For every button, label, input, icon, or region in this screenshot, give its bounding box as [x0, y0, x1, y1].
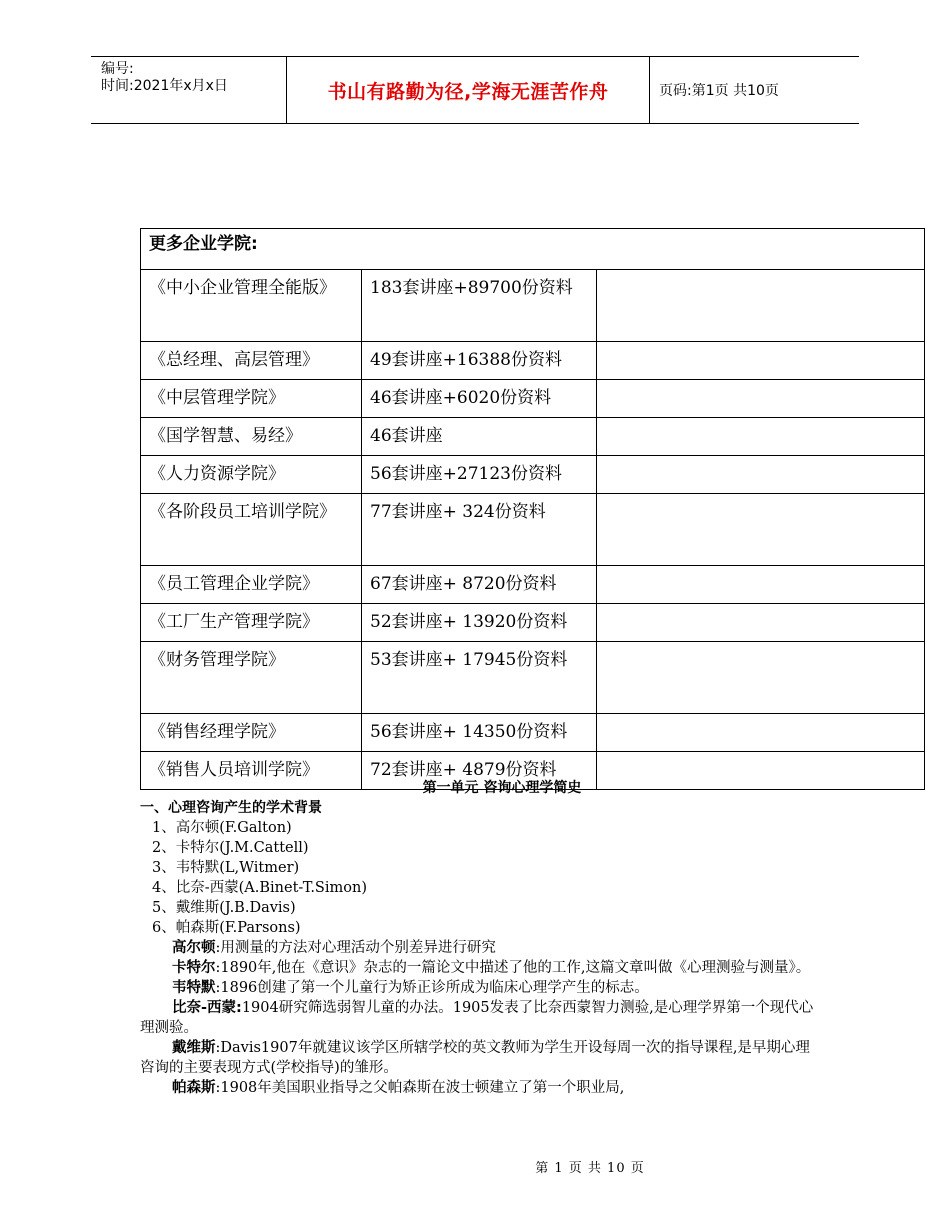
time-label: 时间:2021年x月x日 — [101, 78, 228, 94]
document-body — [140, 778, 820, 1098]
header-divider — [649, 57, 650, 123]
paragraph-text: :用测量的方法对心理活动个别差异进行研究 — [215, 940, 496, 956]
academy-detail: 49套讲座+16388份资料 — [362, 342, 597, 380]
empty-cell — [597, 270, 925, 342]
table-row — [141, 566, 925, 604]
academy-name: 《销售人员培训学院》 — [141, 752, 362, 790]
catalog-title: 更多企业学院: — [141, 229, 925, 270]
academy-catalog-table — [140, 228, 925, 790]
paragraph — [140, 1038, 820, 1078]
paragraph-term: 卡特尔 — [172, 960, 216, 976]
paragraph-text: 1904研究筛选弱智儿童的办法。1905发表了比奈西蒙智力测验,是心理学界第一个现代心理测验。 — [140, 1000, 814, 1036]
empty-cell — [597, 494, 925, 566]
paragraph-term: 戴维斯 — [172, 1040, 216, 1056]
empty-cell — [597, 418, 925, 456]
footer-page-number: 第 1 页 共 10 页 — [535, 1161, 645, 1176]
list-item: 1、高尔顿(F.Galton) — [152, 820, 292, 836]
paragraph — [140, 1078, 820, 1098]
table-row — [141, 418, 925, 456]
empty-cell — [597, 714, 925, 752]
empty-cell — [597, 642, 925, 714]
academy-name: 《各阶段员工培训学院》 — [141, 494, 362, 566]
empty-cell — [597, 456, 925, 494]
academy-name: 《工厂生产管理学院》 — [141, 604, 362, 642]
paragraph-text: :1890年,他在《意识》杂志的一篇论文中描述了他的工作,这篇文章叫做《心理测验与测量》。 — [215, 960, 811, 976]
table-row — [141, 270, 925, 342]
section-heading: 一、心理咨询产生的学术背景 — [140, 800, 322, 816]
academy-name: 《国学智慧、易经》 — [141, 418, 362, 456]
paragraph-text: :1896创建了第一个儿童行为矫正诊所成为临床心理学产生的标志。 — [215, 980, 649, 996]
academy-name: 《销售经理学院》 — [141, 714, 362, 752]
academy-name: 《员工管理企业学院》 — [141, 566, 362, 604]
table-row — [141, 642, 925, 714]
empty-cell — [597, 342, 925, 380]
academy-name: 《中小企业管理全能版》 — [141, 270, 362, 342]
academy-name: 《中层管理学院》 — [141, 380, 362, 418]
table-row — [141, 456, 925, 494]
academy-detail: 52套讲座+ 13920份资料 — [362, 604, 597, 642]
page-header — [91, 56, 859, 124]
page-footer — [0, 1157, 950, 1176]
paragraph-term: 帕森斯 — [172, 1080, 216, 1096]
academy-name: 《人力资源学院》 — [141, 456, 362, 494]
academy-name: 《总经理、高层管理》 — [141, 342, 362, 380]
paragraph-term: 高尔顿 — [172, 940, 216, 956]
academy-detail: 67套讲座+ 8720份资料 — [362, 566, 597, 604]
academy-detail: 56套讲座+ 14350份资料 — [362, 714, 597, 752]
header-motto: 书山有路勤为径,学海无涯苦作舟 — [327, 80, 609, 103]
header-page-number: 页码:第1页 共10页 — [659, 83, 779, 99]
academy-detail: 46套讲座+6020份资料 — [362, 380, 597, 418]
empty-cell — [597, 566, 925, 604]
header-meta — [101, 61, 228, 95]
list-item: 3、韦特默(L,Witmer) — [152, 860, 300, 876]
table-row — [141, 380, 925, 418]
serial-number-label: 编号: — [101, 61, 134, 77]
table-row — [141, 714, 925, 752]
paragraph-term: 韦特默 — [172, 980, 216, 996]
list-item: 2、卡特尔(J.M.Cattell) — [152, 840, 309, 856]
paragraph — [140, 978, 820, 998]
list-item: 6、帕森斯(F.Parsons) — [152, 920, 301, 936]
academy-detail: 53套讲座+ 17945份资料 — [362, 642, 597, 714]
academy-detail: 77套讲座+ 324份资料 — [362, 494, 597, 566]
paragraph-text: :1908年美国职业指导之父帕森斯在波士顿建立了第一个职业局, — [215, 1080, 625, 1096]
list-item: 4、比奈-西蒙(A.Binet-T.Simon) — [152, 880, 367, 896]
academy-detail: 46套讲座 — [362, 418, 597, 456]
academy-detail: 56套讲座+27123份资料 — [362, 456, 597, 494]
paragraph — [140, 938, 820, 958]
table-row — [141, 342, 925, 380]
paragraph-term: 比奈-西蒙: — [172, 1000, 242, 1016]
unit-title: 第一单元 咨询心理学简史 — [422, 780, 582, 796]
academy-detail: 72套讲座+ 4879份资料 — [362, 752, 597, 790]
empty-cell — [597, 604, 925, 642]
table-row — [141, 604, 925, 642]
academy-detail: 183套讲座+89700份资料 — [362, 270, 597, 342]
paragraph — [140, 958, 820, 978]
academy-name: 《财务管理学院》 — [141, 642, 362, 714]
list-item: 5、戴维斯(J.B.Davis) — [152, 900, 296, 916]
table-row — [141, 494, 925, 566]
paragraph — [140, 998, 820, 1038]
paragraph-text: :Davis1907年就建议该学区所辖学校的英文教师为学生开设每周一次的指导课程,是早期心理咨询的主要表现方式(学校指导)的雏形。 — [140, 1040, 810, 1076]
empty-cell — [597, 380, 925, 418]
